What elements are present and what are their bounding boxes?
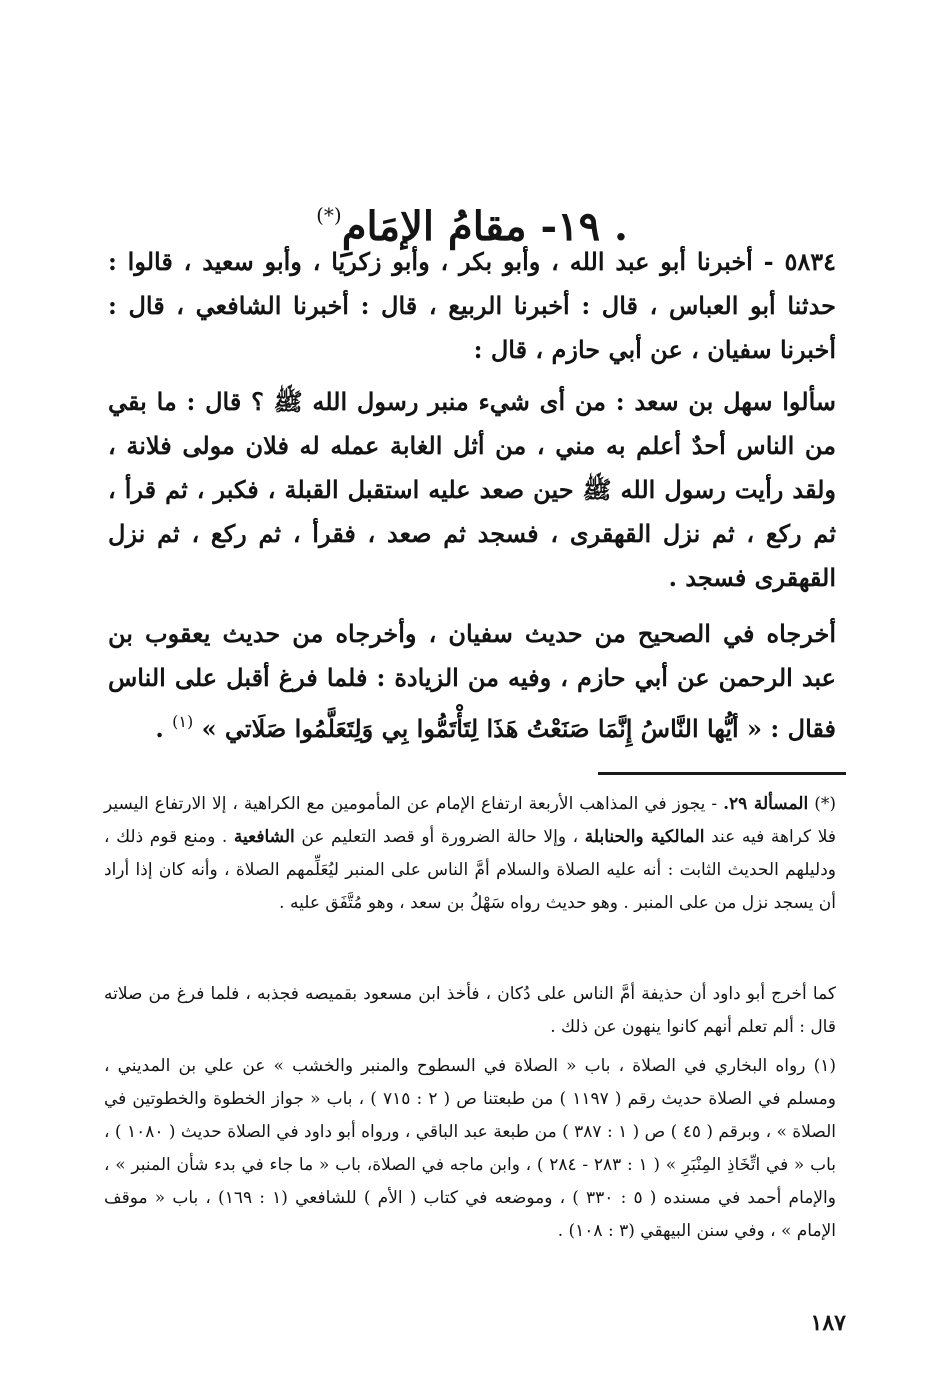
footnote-star-text-c: . ومنع قوم ذلك ، ودليلهم الحديث الثابت : أنه عليه الصلاة والسلام أمَّ الناس على المنبر ليُعَلِّمهم الصلاة ، وأنه كان إذا أراد أن يسجد نزل من على المنبر . وهو حديث رواه سَهْلُ بن سعد ، وهو مُتَّفَق عليه . bbox=[104, 827, 836, 913]
footnote-reference-1: (١) bbox=[172, 712, 194, 731]
hadith-chain-text: ٥٨٣٤ - أخبرنا أبو عبد الله ، وأبو بكر ، وأبو زكريا ، وأبو سعيد ، قالوا : حدثنا أبو العباس ، قال : أخبرنا الربيع ، قال : أخبرنا الشافعي ، قال : أخبرنا سفيان ، عن أبي حازم ، قال : bbox=[108, 247, 836, 364]
footnote-star-continuation bbox=[104, 978, 836, 1044]
footnote-star bbox=[104, 788, 836, 920]
footnote-separator bbox=[598, 772, 846, 775]
prophetic-quote: « أيُّها النَّاسُ إِنَّمَا صَنَعْتُ هَذَا لِتَأْتَمُّوا بِي وَلِتَعَلَّمُوا صَلَاتي » bbox=[201, 714, 763, 743]
footnote-star-text-b: ، وإلا حالة الضرورة أو قصد التعليم عن bbox=[301, 827, 579, 847]
footnote-star-text-a: - يجوز في المذاهب الأربعة ارتفاع الإمام عن المأمومين مع الكراهية ، إلا الارتفاع اليسير فلا كراهة فيه عند bbox=[104, 794, 837, 847]
takhrij-text: أخرجاه في الصحيح من حديث سفيان ، وأخرجاه من حديث يعقوب بن عبد الرحمن عن أبي حازم ، وفيه من الزيادة : فلما فرغ أقبل على الناس فقال : bbox=[108, 619, 836, 743]
chapter-footnote-marker: (*) bbox=[316, 202, 342, 227]
footnote-star-text-d: كما أخرج أبو داود أن حذيفة أمَّ الناس على دُكان ، فأخذ ابن مسعود بقميصه فجذبه ، فلما فرغ من صلاته قال : ألم تعلم أنهم كانوا ينهون عن ذلك . bbox=[104, 984, 836, 1037]
footnote-star-label: المسألة ٢٩. bbox=[723, 794, 809, 814]
hadith-chain-paragraph bbox=[108, 240, 836, 372]
footnote-1-text: (١) رواه البخاري في الصلاة ، باب « الصلاة في السطوح والمنبر والخشب » عن علي بن المديني ، ومسلم في الصلاة حديث رقم ( ١١٩٧ ) من طبعتنا ص ( ٢ : ٧١٥ ) ، باب « جواز الخطوة والخطوتين في الصلاة » ، وبرقم ( ٤٥ ) ص ( ١ : ٣٨٧ ) من طبعة عبد الباقي ، ورواه أبو داود في الصلاة حديث ( ١٠٨٠ ) ، باب « في اتِّخَاذِ المِنْبَرِ » ( ١ : ٢٨٣ - ٢٨٤ ) ، وابن ماجه في الصلاة، باب « ما جاء في بدء شأن المنبر » ، والإمام أحمد في مسنده ( ٥ : ٣٣٠ ) ، وموضعه في كتاب ( الأم ) للشافعي (١ : ١٦٩) ، باب « موقف الإمام » ، وفي سنن البيهقي (٣ : ١٠٨) . bbox=[104, 1056, 836, 1241]
paragraph-end-mark: . bbox=[155, 714, 164, 743]
footnote-1 bbox=[104, 1050, 836, 1248]
footnote-star-bold-b: الشافعية bbox=[233, 827, 295, 847]
hadith-body-text: سألوا سهل بن سعد : من أى شيء منبر رسول الله ﷺ ؟ قال : ما بقي من الناس أحدٌ أعلم به مني ، من أثل الغابة عمله له فلان مولى فلانة ، ولقد رأيت رسول الله ﷺ حين صعد عليه استقبل القبلة ، فكبر ، ثم قرأ ، ثم ركع ، ثم نزل القهقرى ، فسجد ثم صعد ، فقرأ ، ثم ركع ، ثم نزل القهقرى فسجد . bbox=[108, 387, 836, 592]
chapter-title-text: . ١٩- مقامُ الإمَامِ bbox=[341, 202, 628, 250]
footnote-star-bold-a: المالكية والحنابلة bbox=[584, 827, 705, 847]
hadith-text-paragraph bbox=[108, 380, 836, 600]
footnote-star-marker: (*) bbox=[814, 794, 836, 814]
page-number: ١٨٧ bbox=[810, 1310, 846, 1336]
takhrij-paragraph bbox=[108, 612, 836, 751]
